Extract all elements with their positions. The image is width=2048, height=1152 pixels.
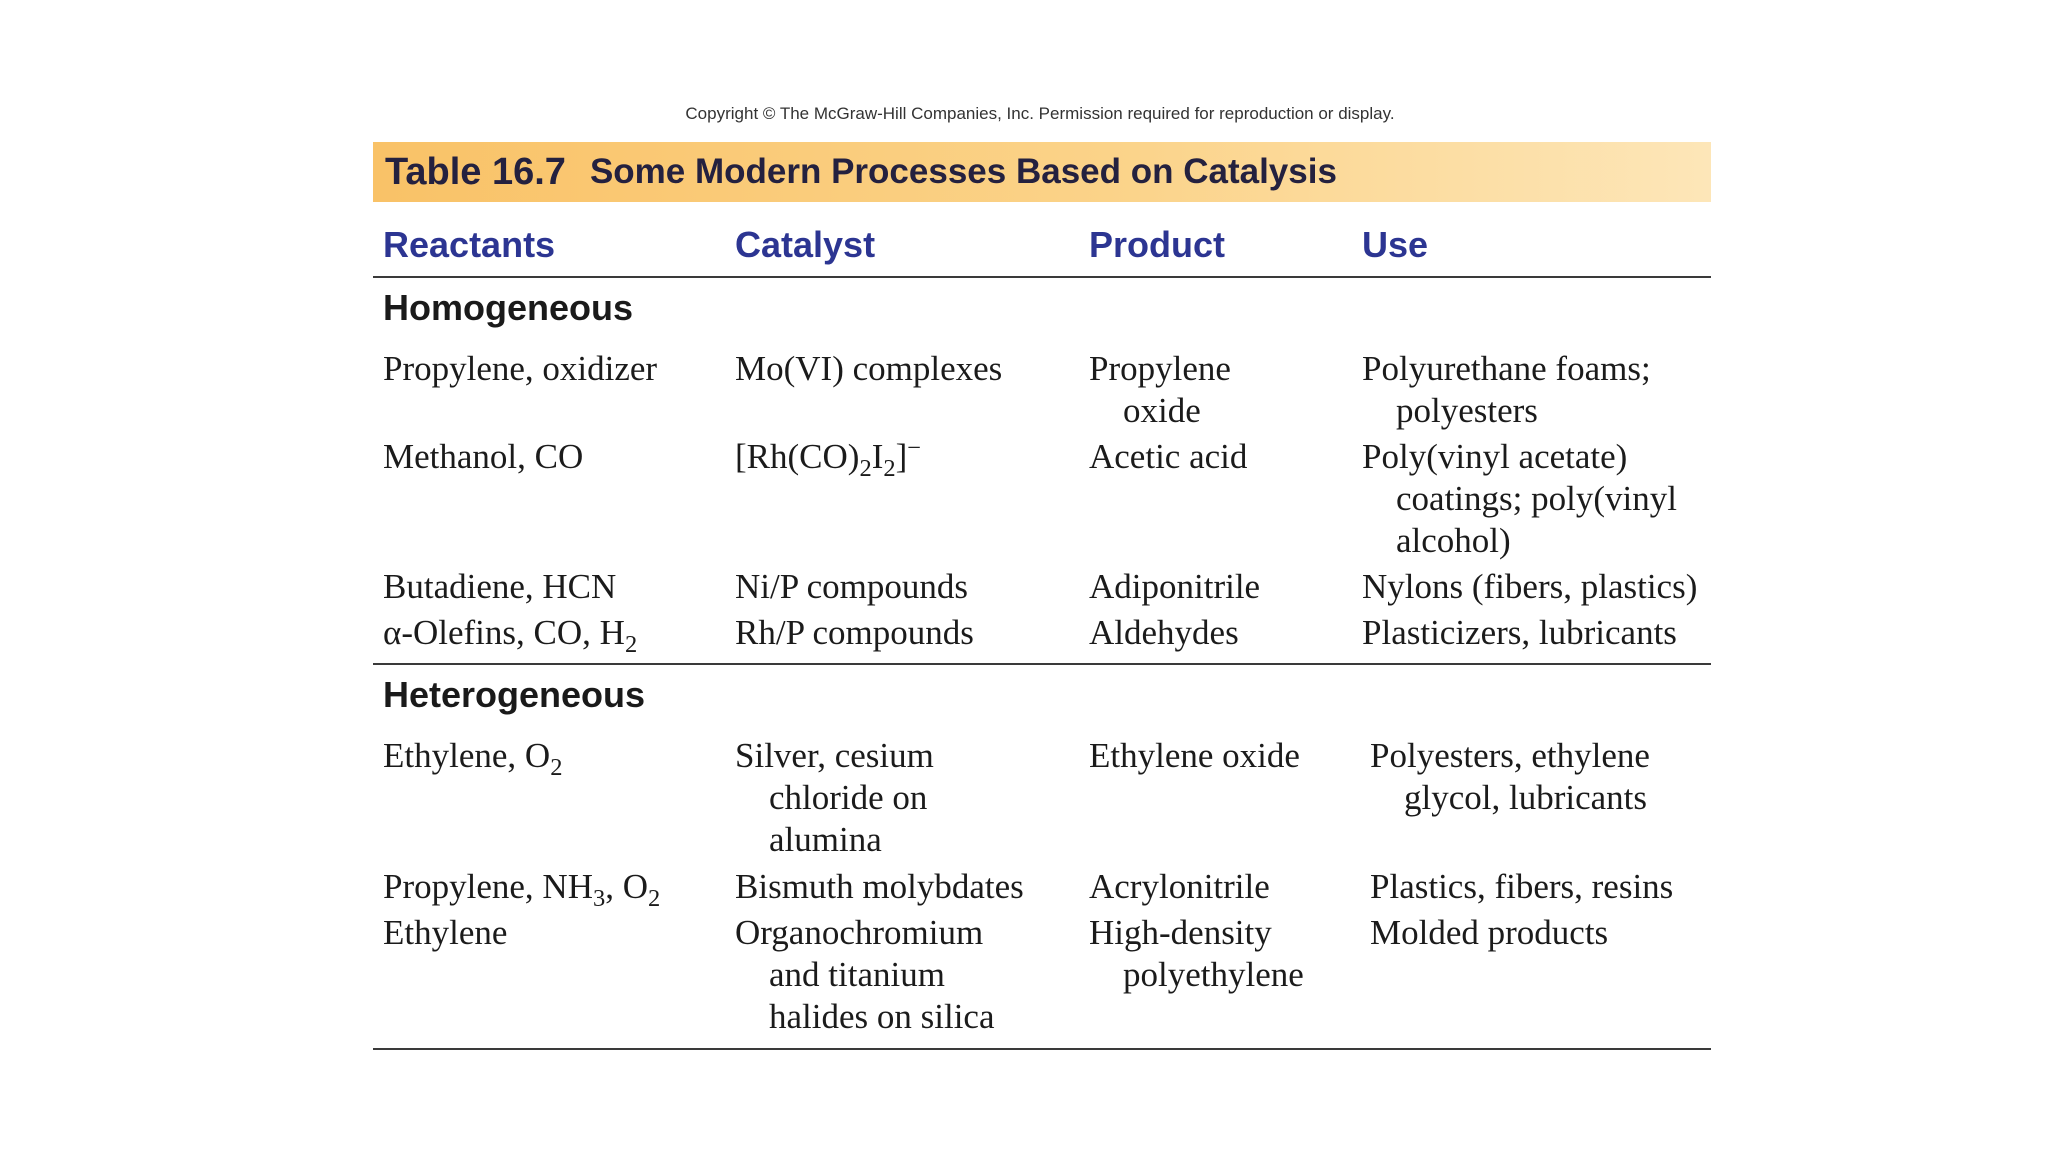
cell-line: alcohol)	[1396, 521, 1511, 560]
table-title-bar	[373, 142, 1711, 202]
cell-catalyst: Mo(VI) complexes	[735, 349, 1003, 388]
header-catalyst: Catalyst	[735, 224, 876, 265]
cell-product	[1089, 348, 1231, 432]
cell-use: Nylons (fibers, plastics)	[1362, 567, 1698, 606]
cell-line: High-density	[1089, 913, 1272, 952]
cell-reactants: Ethylene	[383, 913, 508, 952]
cell-reactants: α-Olefins, CO, $H_2$	[383, 613, 638, 658]
table-title: Some Modern Processes Based on Catalysis	[589, 152, 1337, 191]
cell-line: Polyurethane foams;	[1362, 349, 1651, 388]
cell-line: Poly(vinyl acetate)	[1362, 437, 1628, 476]
cell-reactants: Butadiene, HCN	[383, 567, 617, 606]
cell-catalyst	[735, 735, 934, 861]
cell-reactants: Propylene, $NH_3$, $O_2$	[383, 867, 661, 912]
section-homogeneous: Homogeneous	[383, 287, 634, 328]
cell-line: Silver, cesium	[735, 736, 934, 775]
copyright-notice: Copyright © The McGraw-Hill Companies, Inc. Permission required for reproduction or display.	[685, 104, 1395, 123]
cell-catalyst: Ni/P compounds	[735, 567, 969, 606]
cell-line: Polyesters, ethylene	[1370, 736, 1650, 775]
cell-product	[1089, 912, 1304, 996]
cell-catalyst	[735, 912, 995, 1038]
cell-catalyst: Bismuth molybdates	[735, 867, 1024, 906]
cell-catalyst: Rh/P compounds	[735, 613, 974, 652]
section-heterogeneous: Heterogeneous	[383, 674, 646, 715]
cell-line: and titanium	[769, 955, 945, 994]
cell-line: polyesters	[1396, 391, 1538, 430]
cell-line: chloride on	[769, 778, 928, 817]
cell-catalyst: $[Rh(CO)_2I_2]^-$	[735, 434, 922, 482]
cell-use	[1362, 348, 1651, 432]
cell-line: alumina	[769, 820, 882, 859]
section-divider	[373, 663, 1711, 665]
table-bottom-rule	[373, 1048, 1711, 1050]
cell-use: Molded products	[1370, 913, 1609, 952]
cell-use: Plastics, fibers, resins	[1370, 867, 1674, 906]
cell-line: polyethylene	[1123, 955, 1304, 994]
cell-use: Plasticizers, lubricants	[1362, 613, 1677, 652]
cell-product: Ethylene oxide	[1089, 736, 1300, 775]
cell-use	[1362, 436, 1677, 562]
table-header-row	[373, 224, 1711, 278]
cell-reactants: Propylene, oxidizer	[383, 349, 658, 388]
cell-use	[1370, 735, 1650, 819]
cell-product: Adiponitrile	[1089, 567, 1261, 606]
cell-line: oxide	[1123, 391, 1201, 430]
cell-line: halides on silica	[769, 997, 995, 1036]
cell-product: Aldehydes	[1089, 613, 1239, 652]
table-number: Table 16.7	[385, 150, 566, 193]
cell-reactants: Ethylene, $O_2$	[383, 736, 563, 781]
cell-line: Propylene	[1089, 349, 1231, 388]
cell-line: Organochromium	[735, 913, 984, 952]
cell-product: Acrylonitrile	[1089, 867, 1270, 906]
cell-product: Acetic acid	[1089, 437, 1248, 476]
cell-line: glycol, lubricants	[1404, 778, 1648, 817]
cell-reactants: Methanol, CO	[383, 437, 584, 476]
header-use: Use	[1362, 224, 1429, 265]
header-reactants: Reactants	[383, 224, 556, 265]
header-product: Product	[1089, 224, 1226, 265]
cell-line: coatings; poly(vinyl	[1396, 479, 1677, 518]
